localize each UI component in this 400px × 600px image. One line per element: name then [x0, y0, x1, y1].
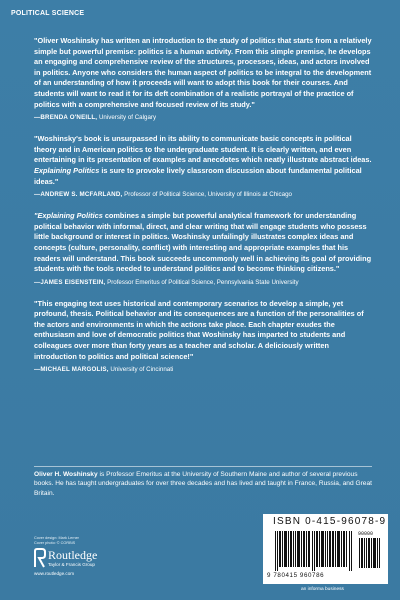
attribution-affiliation: University of Cincinnati [108, 366, 174, 374]
barcode-digits: 9 780415 960786 [267, 572, 325, 579]
attribution-name: —ANDREW S. MCFARLAND, [34, 191, 123, 199]
isbn-label: ISBN 0-415-96078-9 [273, 516, 387, 527]
barcode-panel [263, 514, 388, 584]
publisher-logo [34, 548, 154, 578]
attribution-name: —MICHAEL MARGOLIS, [34, 366, 109, 374]
cover-photo-credit: Cover photo: © CORBIS [34, 541, 76, 545]
attribution-name: —BRENDA O'NEILL, [34, 114, 98, 122]
author-bio [34, 470, 372, 498]
quote-text: "This engaging text uses historical and contemporary scenarios to develop a simple, yet profound, thesis. Political behavior and its consequences are a function of the personalities of the actors and environments in which the actions take place. Each chapter exudes the enthusiasm and love of democratic politics that Woshinsky has imparted to students and colleagues over more than forty years as a teacher and scholar. A deliciously written introduction to politics and political science!" [34, 298, 364, 361]
quote-attribution [34, 190, 372, 199]
quote-text [34, 211, 372, 275]
quote-attribution [34, 278, 372, 287]
barcode-addon: 90000 [358, 531, 374, 537]
attribution-affiliation: University of Calgary [97, 114, 157, 122]
quote-attribution [34, 365, 372, 374]
publisher-imprint: an informa business [301, 587, 344, 592]
publisher-url: www.routledge.com [34, 571, 75, 576]
author-bio-text: is Professor Emeritus at the University of Southern Maine and author of several previous books. He has taught undergraduates for over three decades and has lived and taught in France, Russia, and Great Britain. [34, 471, 372, 497]
quote-text-part: combines a simple but powerful analytical framework for understanding political behavior with informal, direct, and clear writing that will engage students who possess little background or interest in politics. Woshinsky unfailingly illustrates complex ideas and concepts (culture, personality, conflict) with interesting and appropriate examples that his readers will understand. This book succeeds uncommonly well in achieving its goal of providing students with the tools needed to understand politics and to become thinking citizens." [34, 211, 372, 274]
barcode-icon [275, 531, 355, 571]
book-title: Explaining Politics [34, 165, 100, 175]
quote-attribution [34, 113, 372, 122]
endorsement-4 [34, 299, 372, 375]
endorsement-3 [34, 211, 372, 287]
endorsement-1 [34, 36, 372, 122]
quote-text-part: is sure to provoke lively classroom discussion about fundamental political ideas." [34, 165, 362, 186]
cover-credits [34, 536, 79, 546]
quote-text: "Oliver Woshinsky has written an introduction to the study of politics that starts from a relatively simple but powerful premise: politics is a human activity. From this simple premise, he develops an engaging and comprehensive review of the structures, processes, ideas, and actors involved in politics. Anyone who considers the human aspect of politics to be integral to the development of an understanding of how it proceeds will want to adopt this book for their courses. And students will want to read it for its deft combination of a realistic portrayal of the practice of politics with a comprehensive and focused review of its study." [34, 36, 372, 109]
endorsements [34, 36, 372, 386]
attribution-name: —JAMES EISENSTEIN, [34, 278, 106, 286]
endorsement-2 [34, 134, 372, 199]
divider [34, 466, 372, 467]
category-label: POLITICAL SCIENCE [11, 10, 85, 17]
addon-barcode-icon [359, 538, 381, 568]
cover-design-credit: Cover design: Mark Lerner [34, 536, 79, 540]
attribution-affiliation: Professor Emeritus of Political Science, Pennsylvania State University [105, 278, 299, 286]
routledge-mark-icon [34, 548, 46, 568]
publisher-group: Taylor & Francis Group [48, 562, 95, 567]
quote-text [34, 134, 372, 187]
quote-text-part: "Woshinsky's book is unsurpassed in its ability to communicate basic concepts in political theory and in American politics to the undergraduate student. It is clearly written, and even entertaining in its presentation of examples and anecdotes which neatly illustrate abstract ideas. [34, 134, 372, 165]
publisher-name: Routledge [48, 548, 98, 562]
attribution-affiliation: Professor of Political Science, University of Illinois at Chicago [122, 191, 292, 199]
author-name: Oliver H. Woshinsky [34, 471, 98, 478]
book-title: "Explaining Politics [34, 211, 103, 221]
